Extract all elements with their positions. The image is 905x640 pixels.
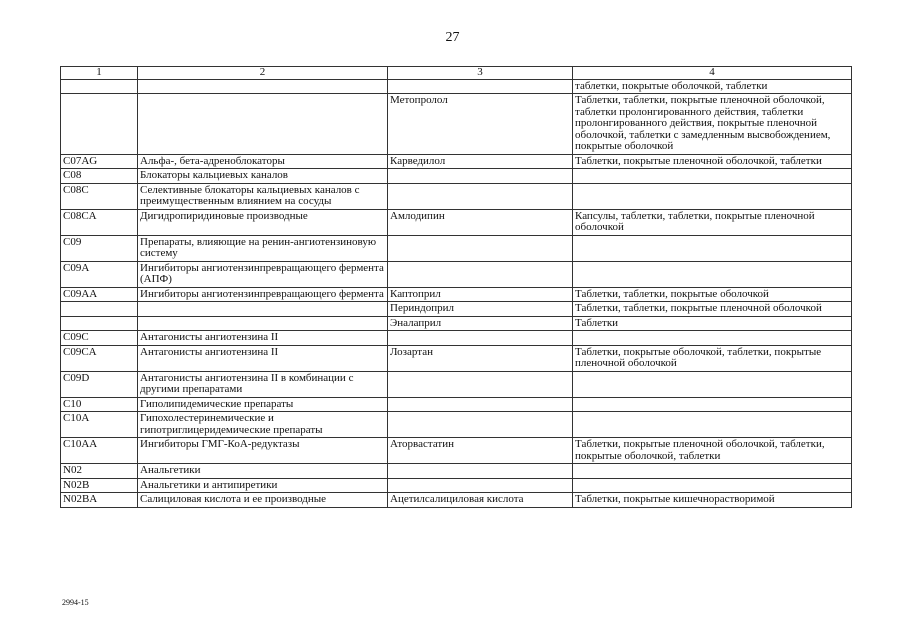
- table-row: [61, 154, 852, 169]
- drug-name-cell: [388, 261, 573, 287]
- dosage-form-cell: [573, 331, 852, 346]
- table-row: [61, 183, 852, 209]
- header-col-2: 2: [138, 67, 388, 80]
- group-name-cell: Дигидропиридиновые производные: [138, 209, 388, 235]
- drug-name-cell: Аторвастатин: [388, 438, 573, 464]
- dosage-form-cell: [573, 371, 852, 397]
- dosage-form-cell: [573, 412, 852, 438]
- drug-name-cell: [388, 183, 573, 209]
- group-name-cell: Антагонисты ангиотензина II в комбинации с другими препаратами: [138, 371, 388, 397]
- drug-name-cell: [388, 331, 573, 346]
- table-row: [61, 397, 852, 412]
- dosage-form-cell: [573, 261, 852, 287]
- group-name-cell: Гиполипидемические препараты: [138, 397, 388, 412]
- table-row: [61, 331, 852, 346]
- dosage-form-cell: Таблетки, покрытые пленочной оболочкой, таблетки, покрытые оболочкой, таблетки: [573, 438, 852, 464]
- group-name-cell: Ингибиторы ГМГ-КоА-редуктазы: [138, 438, 388, 464]
- drug-name-cell: Эналаприл: [388, 316, 573, 331]
- atc-code-cell: N02BA: [61, 493, 138, 508]
- drug-name-cell: Лозартан: [388, 345, 573, 371]
- table-row: [61, 493, 852, 508]
- header-col-4: 4: [573, 67, 852, 80]
- atc-code-cell: C10A: [61, 412, 138, 438]
- atc-code-cell: [61, 94, 138, 155]
- table-body: [61, 79, 852, 507]
- dosage-form-cell: таблетки, покрытые оболочкой, таблетки: [573, 79, 852, 94]
- group-name-cell: Антагонисты ангиотензина II: [138, 331, 388, 346]
- atc-code-cell: C09CA: [61, 345, 138, 371]
- dosage-form-cell: [573, 183, 852, 209]
- group-name-cell: Анальгетики: [138, 464, 388, 479]
- drug-name-cell: [388, 464, 573, 479]
- dosage-form-cell: [573, 478, 852, 493]
- drug-name-cell: [388, 397, 573, 412]
- atc-code-cell: N02B: [61, 478, 138, 493]
- drug-name-cell: [388, 412, 573, 438]
- page-number: 27: [445, 30, 460, 45]
- dosage-form-cell: [573, 464, 852, 479]
- table-row: [61, 371, 852, 397]
- drug-name-cell: Карведилол: [388, 154, 573, 169]
- drug-name-cell: [388, 235, 573, 261]
- group-name-cell: [138, 79, 388, 94]
- atc-code-cell: C09A: [61, 261, 138, 287]
- atc-code-cell: C09AA: [61, 287, 138, 302]
- drug-name-cell: [388, 371, 573, 397]
- table-row: [61, 287, 852, 302]
- group-name-cell: Альфа-, бета-адреноблокаторы: [138, 154, 388, 169]
- drug-name-cell: Каптоприл: [388, 287, 573, 302]
- table-row: [61, 478, 852, 493]
- drug-name-cell: [388, 79, 573, 94]
- atc-code-cell: [61, 302, 138, 317]
- atc-code-cell: C07AG: [61, 154, 138, 169]
- table-row: [61, 412, 852, 438]
- table-row: [61, 209, 852, 235]
- dosage-form-cell: [573, 235, 852, 261]
- table-row: [61, 464, 852, 479]
- header-col-1: 1: [61, 67, 138, 80]
- table-row: [61, 316, 852, 331]
- dosage-form-cell: Таблетки, таблетки, покрытые пленочной оболочкой: [573, 302, 852, 317]
- drug-name-cell: Метопролол: [388, 94, 573, 155]
- group-name-cell: [138, 302, 388, 317]
- atc-code-cell: C08: [61, 169, 138, 184]
- drug-name-cell: Амлодипин: [388, 209, 573, 235]
- drug-table: [60, 66, 852, 508]
- group-name-cell: Гипохолестеринемические и гипотриглицеридемические препараты: [138, 412, 388, 438]
- atc-code-cell: C09C: [61, 331, 138, 346]
- group-name-cell: [138, 94, 388, 155]
- group-name-cell: Ингибиторы ангиотензинпревращающего фермента (АПФ): [138, 261, 388, 287]
- footer-code: 2994-15: [62, 598, 89, 607]
- group-name-cell: Салициловая кислота и ее производные: [138, 493, 388, 508]
- atc-code-cell: C10: [61, 397, 138, 412]
- header-col-3: 3: [388, 67, 573, 80]
- atc-code-cell: N02: [61, 464, 138, 479]
- atc-code-cell: [61, 316, 138, 331]
- table-row: [61, 169, 852, 184]
- dosage-form-cell: Капсулы, таблетки, таблетки, покрытые пленочной оболочкой: [573, 209, 852, 235]
- dosage-form-cell: Таблетки, покрытые пленочной оболочкой, таблетки: [573, 154, 852, 169]
- dosage-form-cell: Таблетки, таблетки, покрытые оболочкой: [573, 287, 852, 302]
- table-row: [61, 438, 852, 464]
- dosage-form-cell: [573, 397, 852, 412]
- table-row: [61, 302, 852, 317]
- drug-name-cell: Ацетилсалициловая кислота: [388, 493, 573, 508]
- group-name-cell: Ингибиторы ангиотензинпревращающего фермента: [138, 287, 388, 302]
- atc-code-cell: C09: [61, 235, 138, 261]
- group-name-cell: [138, 316, 388, 331]
- drug-name-cell: [388, 169, 573, 184]
- atc-code-cell: [61, 79, 138, 94]
- atc-code-cell: C10AA: [61, 438, 138, 464]
- table-row: [61, 79, 852, 94]
- atc-code-cell: C09D: [61, 371, 138, 397]
- group-name-cell: Блокаторы кальциевых каналов: [138, 169, 388, 184]
- dosage-form-cell: Таблетки, покрытые кишечнорастворимой: [573, 493, 852, 508]
- atc-code-cell: C08CA: [61, 209, 138, 235]
- dosage-form-cell: Таблетки: [573, 316, 852, 331]
- table-row: [61, 94, 852, 155]
- dosage-form-cell: Таблетки, таблетки, покрытые пленочной оболочкой, таблетки пролонгированного действия, таблетки пролонгированного действия, покрытые пленочной оболочкой, таблетки с замедленным высвобождением, покрытые оболочкой: [573, 94, 852, 155]
- table-header-row: [61, 67, 852, 80]
- group-name-cell: Препараты, влияющие на ренин-ангиотензиновую систему: [138, 235, 388, 261]
- group-name-cell: Анальгетики и антипиретики: [138, 478, 388, 493]
- dosage-form-cell: Таблетки, покрытые оболочкой, таблетки, покрытые пленочной оболочкой: [573, 345, 852, 371]
- drug-name-cell: Периндоприл: [388, 302, 573, 317]
- drug-name-cell: [388, 478, 573, 493]
- table-row: [61, 345, 852, 371]
- table-row: [61, 235, 852, 261]
- atc-code-cell: C08C: [61, 183, 138, 209]
- group-name-cell: Антагонисты ангиотензина II: [138, 345, 388, 371]
- table-row: [61, 261, 852, 287]
- dosage-form-cell: [573, 169, 852, 184]
- group-name-cell: Селективные блокаторы кальциевых каналов с преимущественным влиянием на сосуды: [138, 183, 388, 209]
